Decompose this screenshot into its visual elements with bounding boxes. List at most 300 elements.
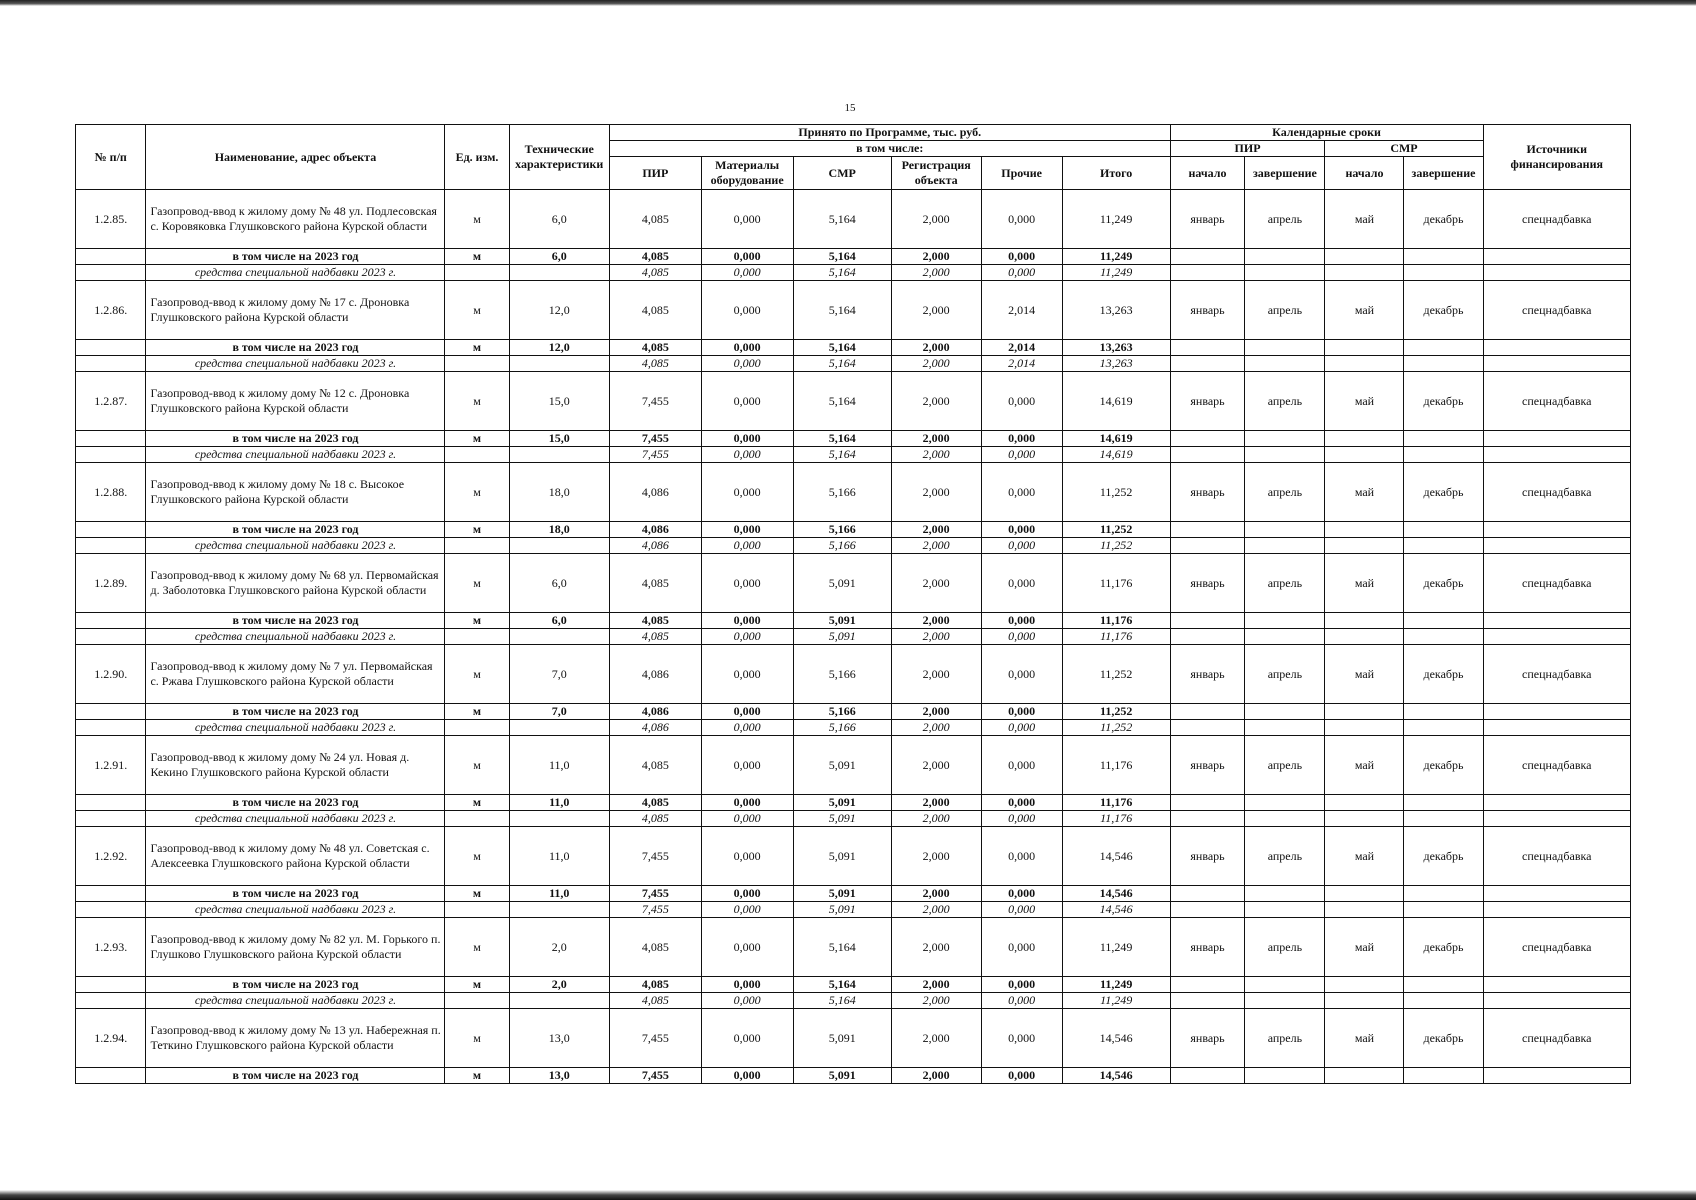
empty-cell	[1404, 629, 1483, 645]
smr-start-cell: май	[1325, 736, 1404, 795]
empty-cell	[76, 356, 146, 372]
funding-cell: спецнадбавка	[1483, 190, 1631, 249]
year-label: в том числе на 2023 год	[146, 795, 445, 811]
src-registration-cell: 2,000	[891, 902, 981, 918]
funding-source-row	[76, 356, 1631, 372]
empty-cell	[1245, 340, 1325, 356]
year-unit-cell: м	[445, 977, 509, 993]
header-smr-start: начало	[1325, 157, 1404, 190]
empty-cell	[509, 993, 609, 1009]
empty-cell	[76, 886, 146, 902]
registration-cell: 2,000	[891, 372, 981, 431]
year-unit-cell: м	[445, 522, 509, 538]
funding-source-row	[76, 993, 1631, 1009]
total-cell: 11,176	[1062, 554, 1170, 613]
year-other-cell: 0,000	[981, 795, 1062, 811]
row-code: 1.2.89.	[76, 554, 146, 613]
object-name: Газопровод-ввод к жилому дому № 48 ул. Советская с. Алексеевка Глушковского района Курской области	[146, 827, 445, 886]
year-registration-cell: 2,000	[891, 340, 981, 356]
other-cell: 0,000	[981, 918, 1062, 977]
empty-cell	[1483, 356, 1631, 372]
header-cal-smr: СМР	[1325, 141, 1483, 157]
pir-start-cell: январь	[1170, 645, 1245, 704]
row-code: 1.2.93.	[76, 918, 146, 977]
program-table	[75, 124, 1631, 1084]
src-total-cell: 14,546	[1062, 902, 1170, 918]
header-smr: СМР	[793, 157, 891, 190]
pir-cell: 4,085	[609, 281, 701, 340]
smr-end-cell: декабрь	[1404, 1009, 1483, 1068]
year-materials-cell: 0,000	[701, 1068, 793, 1084]
empty-cell	[1170, 629, 1245, 645]
year-pir-cell: 7,455	[609, 431, 701, 447]
src-smr-cell: 5,164	[793, 447, 891, 463]
year-tech-cell: 11,0	[509, 795, 609, 811]
smr-cell: 5,164	[793, 372, 891, 431]
pir-start-cell: январь	[1170, 554, 1245, 613]
src-registration-cell: 2,000	[891, 720, 981, 736]
year-other-cell: 0,000	[981, 431, 1062, 447]
empty-cell	[76, 811, 146, 827]
pir-start-cell: январь	[1170, 463, 1245, 522]
empty-cell	[445, 629, 509, 645]
tech-cell: 6,0	[509, 554, 609, 613]
src-total-cell: 11,249	[1062, 993, 1170, 1009]
empty-cell	[76, 704, 146, 720]
year-total-cell: 11,249	[1062, 977, 1170, 993]
empty-cell	[1404, 447, 1483, 463]
total-cell: 14,546	[1062, 827, 1170, 886]
empty-cell	[76, 265, 146, 281]
header-pir-end: завершение	[1245, 157, 1325, 190]
pir-end-cell: апрель	[1245, 554, 1325, 613]
object-name: Газопровод-ввод к жилому дому № 24 ул. Новая д. Кекино Глушковского района Курской области	[146, 736, 445, 795]
total-cell: 11,252	[1062, 463, 1170, 522]
year-label: в том числе на 2023 год	[146, 613, 445, 629]
year-total-cell: 11,249	[1062, 249, 1170, 265]
pir-end-cell: апрель	[1245, 736, 1325, 795]
src-other-cell: 0,000	[981, 811, 1062, 827]
empty-cell	[1245, 720, 1325, 736]
source-label: средства специальной надбавки 2023 г.	[146, 629, 445, 645]
table-row	[76, 190, 1631, 249]
empty-cell	[1170, 431, 1245, 447]
materials-cell: 0,000	[701, 827, 793, 886]
year-subtotal-row	[76, 431, 1631, 447]
empty-cell	[1483, 538, 1631, 554]
funding-source-row	[76, 265, 1631, 281]
empty-cell	[1404, 993, 1483, 1009]
smr-start-cell: май	[1325, 190, 1404, 249]
unit-cell: м	[445, 827, 509, 886]
empty-cell	[1404, 356, 1483, 372]
src-materials-cell: 0,000	[701, 720, 793, 736]
src-other-cell: 0,000	[981, 538, 1062, 554]
materials-cell: 0,000	[701, 190, 793, 249]
unit-cell: м	[445, 1009, 509, 1068]
table-row	[76, 281, 1631, 340]
year-pir-cell: 4,085	[609, 795, 701, 811]
unit-cell: м	[445, 190, 509, 249]
src-other-cell: 0,000	[981, 447, 1062, 463]
empty-cell	[1245, 811, 1325, 827]
year-smr-cell: 5,164	[793, 340, 891, 356]
total-cell: 11,249	[1062, 190, 1170, 249]
funding-cell: спецнадбавка	[1483, 281, 1631, 340]
empty-cell	[1325, 993, 1404, 1009]
total-cell: 11,176	[1062, 736, 1170, 795]
year-tech-cell: 15,0	[509, 431, 609, 447]
year-unit-cell: м	[445, 1068, 509, 1084]
year-other-cell: 0,000	[981, 886, 1062, 902]
empty-cell	[1404, 265, 1483, 281]
materials-cell: 0,000	[701, 554, 793, 613]
total-cell: 13,263	[1062, 281, 1170, 340]
year-tech-cell: 6,0	[509, 613, 609, 629]
empty-cell	[1170, 811, 1245, 827]
empty-cell	[1325, 720, 1404, 736]
row-code: 1.2.92.	[76, 827, 146, 886]
header-total: Итого	[1062, 157, 1170, 190]
row-code: 1.2.86.	[76, 281, 146, 340]
year-label: в том числе на 2023 год	[146, 340, 445, 356]
year-registration-cell: 2,000	[891, 977, 981, 993]
year-registration-cell: 2,000	[891, 431, 981, 447]
src-materials-cell: 0,000	[701, 993, 793, 1009]
empty-cell	[1483, 522, 1631, 538]
funding-source-row	[76, 447, 1631, 463]
empty-cell	[1404, 720, 1483, 736]
empty-cell	[1325, 629, 1404, 645]
year-smr-cell: 5,166	[793, 522, 891, 538]
source-label: средства специальной надбавки 2023 г.	[146, 265, 445, 281]
empty-cell	[1245, 704, 1325, 720]
unit-cell: м	[445, 372, 509, 431]
empty-cell	[1325, 886, 1404, 902]
empty-cell	[1170, 993, 1245, 1009]
empty-cell	[1170, 340, 1245, 356]
empty-cell	[1325, 340, 1404, 356]
pir-start-cell: январь	[1170, 281, 1245, 340]
header-funding: Источники финансирования	[1483, 125, 1631, 190]
funding-source-row	[76, 811, 1631, 827]
unit-cell: м	[445, 463, 509, 522]
empty-cell	[1325, 538, 1404, 554]
header-materials: Материалы оборудование	[701, 157, 793, 190]
src-total-cell: 11,252	[1062, 538, 1170, 554]
empty-cell	[76, 993, 146, 1009]
empty-cell	[76, 795, 146, 811]
year-registration-cell: 2,000	[891, 1068, 981, 1084]
empty-cell	[1483, 265, 1631, 281]
pir-cell: 4,085	[609, 736, 701, 795]
empty-cell	[1170, 249, 1245, 265]
year-registration-cell: 2,000	[891, 795, 981, 811]
table-row	[76, 918, 1631, 977]
materials-cell: 0,000	[701, 372, 793, 431]
src-smr-cell: 5,166	[793, 720, 891, 736]
unit-cell: м	[445, 554, 509, 613]
empty-cell	[1170, 704, 1245, 720]
object-name: Газопровод-ввод к жилому дому № 48 ул. Подлесовская с. Коровяковка Глушковского района Курской области	[146, 190, 445, 249]
empty-cell	[1170, 720, 1245, 736]
funding-source-row	[76, 629, 1631, 645]
year-label: в том числе на 2023 год	[146, 431, 445, 447]
year-label: в том числе на 2023 год	[146, 886, 445, 902]
year-unit-cell: м	[445, 795, 509, 811]
year-label: в том числе на 2023 год	[146, 704, 445, 720]
empty-cell	[1245, 1068, 1325, 1084]
registration-cell: 2,000	[891, 554, 981, 613]
year-total-cell: 14,546	[1062, 886, 1170, 902]
empty-cell	[1483, 431, 1631, 447]
registration-cell: 2,000	[891, 736, 981, 795]
empty-cell	[1404, 1068, 1483, 1084]
empty-cell	[1325, 704, 1404, 720]
scan-edge-top	[0, 0, 1696, 6]
empty-cell	[1404, 811, 1483, 827]
empty-cell	[76, 340, 146, 356]
registration-cell: 2,000	[891, 281, 981, 340]
src-registration-cell: 2,000	[891, 447, 981, 463]
other-cell: 0,000	[981, 463, 1062, 522]
empty-cell	[1325, 613, 1404, 629]
src-total-cell: 13,263	[1062, 356, 1170, 372]
pir-end-cell: апрель	[1245, 190, 1325, 249]
empty-cell	[1245, 522, 1325, 538]
unit-cell: м	[445, 645, 509, 704]
smr-end-cell: декабрь	[1404, 190, 1483, 249]
src-other-cell: 0,000	[981, 265, 1062, 281]
empty-cell	[1325, 249, 1404, 265]
year-other-cell: 0,000	[981, 977, 1062, 993]
year-total-cell: 14,546	[1062, 1068, 1170, 1084]
smr-start-cell: май	[1325, 1009, 1404, 1068]
empty-cell	[76, 249, 146, 265]
funding-cell: спецнадбавка	[1483, 372, 1631, 431]
header-name: Наименование, адрес объекта	[146, 125, 445, 190]
year-total-cell: 11,176	[1062, 613, 1170, 629]
registration-cell: 2,000	[891, 827, 981, 886]
source-label: средства специальной надбавки 2023 г.	[146, 902, 445, 918]
src-smr-cell: 5,091	[793, 629, 891, 645]
empty-cell	[509, 356, 609, 372]
year-unit-cell: м	[445, 431, 509, 447]
src-pir-cell: 7,455	[609, 447, 701, 463]
row-code: 1.2.85.	[76, 190, 146, 249]
pir-end-cell: апрель	[1245, 372, 1325, 431]
empty-cell	[1245, 629, 1325, 645]
src-pir-cell: 4,086	[609, 538, 701, 554]
empty-cell	[1483, 629, 1631, 645]
src-materials-cell: 0,000	[701, 538, 793, 554]
src-materials-cell: 0,000	[701, 811, 793, 827]
src-pir-cell: 7,455	[609, 902, 701, 918]
empty-cell	[1245, 977, 1325, 993]
source-label: средства специальной надбавки 2023 г.	[146, 538, 445, 554]
smr-end-cell: декабрь	[1404, 918, 1483, 977]
empty-cell	[1245, 613, 1325, 629]
empty-cell	[1483, 993, 1631, 1009]
materials-cell: 0,000	[701, 918, 793, 977]
pir-end-cell: апрель	[1245, 463, 1325, 522]
empty-cell	[76, 431, 146, 447]
empty-cell	[509, 902, 609, 918]
table-body	[76, 190, 1631, 1084]
year-subtotal-row	[76, 340, 1631, 356]
other-cell: 0,000	[981, 827, 1062, 886]
empty-cell	[76, 522, 146, 538]
row-code: 1.2.94.	[76, 1009, 146, 1068]
total-cell: 14,619	[1062, 372, 1170, 431]
header-smr-end: завершение	[1404, 157, 1483, 190]
empty-cell	[1245, 538, 1325, 554]
unit-cell: м	[445, 736, 509, 795]
src-other-cell: 0,000	[981, 902, 1062, 918]
year-smr-cell: 5,091	[793, 613, 891, 629]
empty-cell	[445, 447, 509, 463]
empty-cell	[1245, 265, 1325, 281]
row-code: 1.2.87.	[76, 372, 146, 431]
year-pir-cell: 4,085	[609, 977, 701, 993]
empty-cell	[1325, 356, 1404, 372]
year-pir-cell: 7,455	[609, 1068, 701, 1084]
src-pir-cell: 4,085	[609, 811, 701, 827]
empty-cell	[509, 720, 609, 736]
src-registration-cell: 2,000	[891, 993, 981, 1009]
src-smr-cell: 5,091	[793, 902, 891, 918]
empty-cell	[445, 265, 509, 281]
empty-cell	[76, 613, 146, 629]
empty-cell	[1483, 795, 1631, 811]
year-label: в том числе на 2023 год	[146, 977, 445, 993]
empty-cell	[1325, 447, 1404, 463]
object-name: Газопровод-ввод к жилому дому № 82 ул. М. Горького п. Глушково Глушковского района Курской области	[146, 918, 445, 977]
header-pir: ПИР	[609, 157, 701, 190]
funding-cell: спецнадбавка	[1483, 645, 1631, 704]
header-registration: Регистрация объекта	[891, 157, 981, 190]
empty-cell	[1483, 720, 1631, 736]
tech-cell: 11,0	[509, 827, 609, 886]
src-other-cell: 2,014	[981, 356, 1062, 372]
tech-cell: 7,0	[509, 645, 609, 704]
year-subtotal-row	[76, 613, 1631, 629]
smr-cell: 5,091	[793, 736, 891, 795]
year-pir-cell: 4,085	[609, 249, 701, 265]
pir-start-cell: январь	[1170, 827, 1245, 886]
year-subtotal-row	[76, 886, 1631, 902]
year-materials-cell: 0,000	[701, 249, 793, 265]
empty-cell	[76, 1068, 146, 1084]
tech-cell: 12,0	[509, 281, 609, 340]
empty-cell	[1404, 704, 1483, 720]
source-label: средства специальной надбавки 2023 г.	[146, 811, 445, 827]
year-smr-cell: 5,164	[793, 431, 891, 447]
tech-cell: 6,0	[509, 190, 609, 249]
pir-end-cell: апрель	[1245, 281, 1325, 340]
tech-cell: 15,0	[509, 372, 609, 431]
object-name: Газопровод-ввод к жилому дому № 17 с. Дроновка Глушковского района Курской области	[146, 281, 445, 340]
empty-cell	[1170, 902, 1245, 918]
empty-cell	[1404, 431, 1483, 447]
row-code: 1.2.88.	[76, 463, 146, 522]
smr-cell: 5,164	[793, 281, 891, 340]
funding-cell: спецнадбавка	[1483, 918, 1631, 977]
empty-cell	[1245, 886, 1325, 902]
pir-end-cell: апрель	[1245, 1009, 1325, 1068]
empty-cell	[1170, 447, 1245, 463]
src-registration-cell: 2,000	[891, 811, 981, 827]
year-smr-cell: 5,091	[793, 886, 891, 902]
unit-cell: м	[445, 281, 509, 340]
empty-cell	[1325, 1068, 1404, 1084]
header-pir-start: начало	[1170, 157, 1245, 190]
pir-cell: 7,455	[609, 1009, 701, 1068]
src-pir-cell: 4,085	[609, 629, 701, 645]
table-header	[76, 125, 1631, 190]
total-cell: 11,249	[1062, 918, 1170, 977]
year-label: в том числе на 2023 год	[146, 249, 445, 265]
src-smr-cell: 5,091	[793, 811, 891, 827]
source-label: средства специальной надбавки 2023 г.	[146, 993, 445, 1009]
year-total-cell: 11,252	[1062, 704, 1170, 720]
year-unit-cell: м	[445, 704, 509, 720]
year-label: в том числе на 2023 год	[146, 1068, 445, 1084]
pir-start-cell: январь	[1170, 372, 1245, 431]
src-registration-cell: 2,000	[891, 265, 981, 281]
funding-cell: спецнадбавка	[1483, 1009, 1631, 1068]
year-subtotal-row	[76, 977, 1631, 993]
year-total-cell: 14,619	[1062, 431, 1170, 447]
row-code: 1.2.91.	[76, 736, 146, 795]
empty-cell	[1404, 886, 1483, 902]
year-materials-cell: 0,000	[701, 431, 793, 447]
src-smr-cell: 5,164	[793, 993, 891, 1009]
empty-cell	[1245, 447, 1325, 463]
other-cell: 0,000	[981, 736, 1062, 795]
smr-cell: 5,091	[793, 1009, 891, 1068]
empty-cell	[1245, 431, 1325, 447]
year-subtotal-row	[76, 1068, 1631, 1084]
pir-cell: 4,086	[609, 463, 701, 522]
table-row	[76, 645, 1631, 704]
pir-cell: 4,085	[609, 190, 701, 249]
tech-cell: 11,0	[509, 736, 609, 795]
empty-cell	[445, 538, 509, 554]
empty-cell	[1245, 902, 1325, 918]
src-total-cell: 11,252	[1062, 720, 1170, 736]
empty-cell	[1245, 795, 1325, 811]
year-smr-cell: 5,091	[793, 795, 891, 811]
src-materials-cell: 0,000	[701, 902, 793, 918]
year-smr-cell: 5,164	[793, 249, 891, 265]
year-materials-cell: 0,000	[701, 977, 793, 993]
year-tech-cell: 18,0	[509, 522, 609, 538]
smr-end-cell: декабрь	[1404, 281, 1483, 340]
year-other-cell: 0,000	[981, 613, 1062, 629]
src-materials-cell: 0,000	[701, 265, 793, 281]
src-registration-cell: 2,000	[891, 356, 981, 372]
year-other-cell: 0,000	[981, 249, 1062, 265]
smr-start-cell: май	[1325, 554, 1404, 613]
year-registration-cell: 2,000	[891, 522, 981, 538]
registration-cell: 2,000	[891, 918, 981, 977]
empty-cell	[76, 447, 146, 463]
table-row	[76, 1009, 1631, 1068]
year-subtotal-row	[76, 249, 1631, 265]
object-name: Газопровод-ввод к жилому дому № 13 ул. Набережная п. Теткино Глушковского района Курской области	[146, 1009, 445, 1068]
year-tech-cell: 7,0	[509, 704, 609, 720]
